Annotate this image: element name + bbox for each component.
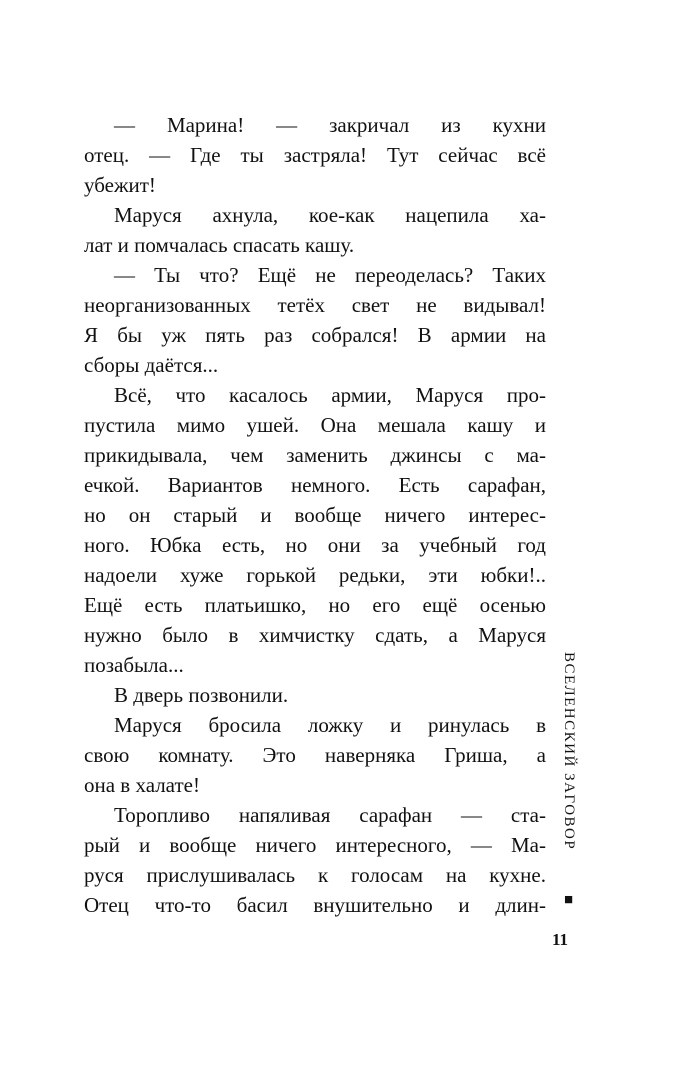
text-line: неорганизованных тетёх свет не видывал!	[84, 293, 546, 317]
text-line: — Марина! — закричал из кухни	[114, 113, 546, 137]
text-line: В дверь позвонили.	[114, 683, 289, 707]
text-line: сборы даётся...	[84, 353, 219, 377]
text-line: Я бы уж пять раз собрался! В армии на	[84, 323, 546, 347]
text-line: руся прислушивалась к голосам на кухне.	[84, 863, 546, 887]
text-line: пустила мимо ушей. Она мешала кашу и	[84, 413, 546, 437]
text-line: — Ты что? Ещё не переоделась? Таких	[114, 263, 546, 287]
body-text	[84, 110, 546, 920]
text-line: лат и помчалась спасать кашу.	[84, 233, 355, 257]
text-line: ечкой. Вариантов немного. Есть сарафан,	[84, 473, 546, 497]
text-line: Торопливо напяливая сарафан — ста-	[114, 803, 546, 827]
text-line: Маруся бросила ложку и ринулась в	[114, 713, 546, 737]
text-line: нужно было в химчистку сдать, а Маруся	[84, 623, 546, 647]
text-line: Отец что-то басил внушительно и длин-	[84, 893, 546, 917]
running-title-vertical: ВСЕЛЕНСКИЙ ЗАГОВОР	[561, 652, 577, 851]
text-line: позабыла...	[84, 653, 184, 677]
text-line: прикидывала, чем заменить джинсы с ма-	[84, 443, 546, 467]
text-line: ного. Юбка есть, но они за учебный год	[84, 533, 546, 557]
page-number: 11	[552, 930, 569, 949]
text-line: Маруся ахнула, кое-как нацепила ха-	[114, 203, 546, 227]
text-line: Всё, что касалось армии, Маруся про-	[114, 383, 546, 407]
text-line: рый и вообще ничего интересного, — Ма-	[84, 833, 546, 857]
text-line: она в халате!	[84, 773, 200, 797]
square-marker-icon: ■	[564, 892, 574, 908]
text-line: надоели хуже горькой редьки, эти юбки!..	[84, 563, 546, 587]
text-line: убежит!	[84, 173, 156, 197]
text-line: отец. — Где ты застряла! Тут сейчас всё	[84, 143, 546, 167]
text-line: но он старый и вообще ничего интерес-	[84, 503, 546, 527]
text-line: свою комнату. Это наверняка Гриша, а	[84, 743, 546, 767]
text-line: Ещё есть платьишко, но его ещё осенью	[84, 593, 546, 617]
